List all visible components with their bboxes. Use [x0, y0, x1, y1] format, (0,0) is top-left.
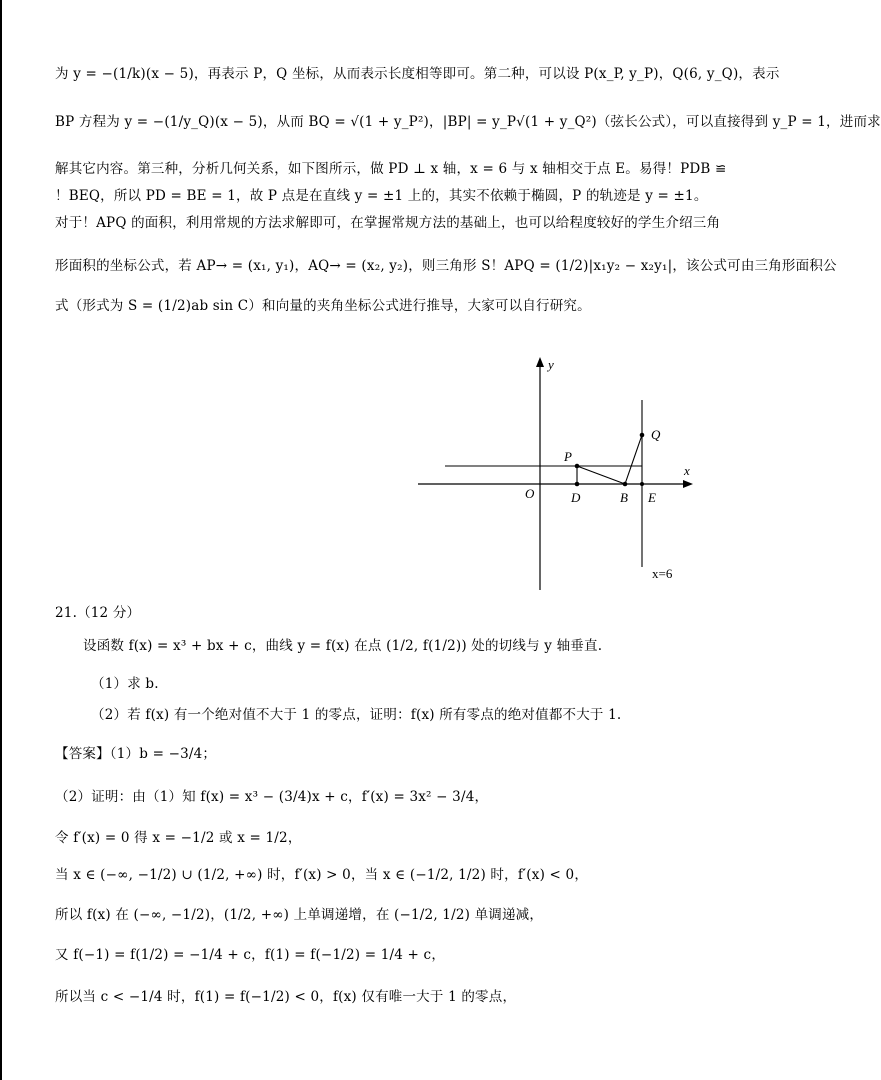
segment-BQ — [625, 435, 642, 484]
point-B — [623, 482, 628, 487]
point-E — [640, 482, 644, 486]
label-y-axis: y — [548, 357, 554, 372]
answer-line: 当 x ∈ (−∞, −1/2) ∪ (1/2, +∞) 时，f′(x) > 0，当 x ∈ (−1/2, 1/2) 时，f′(x) < 0， — [55, 867, 589, 883]
problem-part-1: （1）求 b. — [91, 676, 159, 692]
point-D — [575, 482, 580, 487]
label-B: B — [620, 490, 628, 505]
label-x-axis: x — [684, 463, 690, 478]
problem-part-2: （2）若 f(x) 有一个绝对值不大于 1 的零点，证明：f(x) 所有零点的绝对值都不大于 1. — [91, 707, 622, 723]
label-Q: Q — [651, 427, 661, 442]
label-E: E — [648, 490, 656, 505]
paragraph-line: 解其它内容。第三种，分析几何关系，如下图所示，做 PD ⊥ x 轴，x = 6 与 x 轴相交于点 E。易得！PDB ≌ — [55, 161, 727, 177]
y-axis-arrow — [536, 357, 544, 367]
point-P — [575, 464, 580, 469]
answer-line: 又 f(−1) = f(1/2) = −1/4 + c，f(1) = f(−1/2) = 1/4 + c， — [55, 947, 446, 963]
answer-line: 【答案】（1）b = −3/4； — [55, 746, 217, 762]
answer-line: 所以 f(x) 在 (−∞, −1/2)，(1/2, +∞) 上单调递增，在 (−1/2, 1/2) 单调递减， — [55, 907, 544, 923]
paragraph-line: ！BEQ，所以 PD = BE = 1，故 P 点是在直线 y = ±1 上的，其实不依赖于椭圆，P 的轨迹是 y = ±1。 — [55, 188, 708, 204]
paragraph-line: 式（形式为 S = (1/2)ab sin C）和向量的夹角坐标公式进行推导，大家可以自行研究。 — [55, 298, 591, 314]
answer-line: 令 f′(x) = 0 得 x = −1/2 或 x = 1/2， — [55, 830, 302, 846]
paragraph-line: 形面积的坐标公式，若 AP→ = (x₁, y₁)，AQ→ = (x₂, y₂)，则三角形 S！APQ = (1/2)|x₁y₂ − x₂y₁|，该公式可由三角形面积公 — [55, 258, 837, 274]
label-D: D — [571, 490, 581, 505]
point-Q — [640, 433, 645, 438]
answer-line: 所以当 c < −1/4 时，f(1) = f(−1/2) < 0，f(x) 仅有唯一大于 1 的零点， — [55, 989, 517, 1005]
paragraph-line: 对于！APQ 的面积，利用常规的方法求解即可，在掌握常规方法的基础上，也可以给程度较好的学生介绍三角 — [55, 215, 721, 231]
problem-statement: 设函数 f(x) = x³ + bx + c，曲线 y = f(x) 在点 (1/2, f(1/2)) 处的切线与 y 轴垂直. — [83, 638, 603, 654]
page-left-border — [0, 0, 2, 1080]
answer-line: （2）证明：由（1）知 f(x) = x³ − (3/4)x + c，f′(x) = 3x² − 3/4， — [55, 789, 489, 805]
geometry-figure — [400, 345, 710, 595]
label-P: P — [564, 449, 572, 464]
segment-PB — [577, 466, 625, 484]
paragraph-line: BP 方程为 y = −(1/y_Q)(x − 5)，从而 BQ = √(1 + y_P²)，|BP| = y_P√(1 + y_Q²)（弦长公式），可以直接得到 y_P = 1，进而求 — [55, 114, 881, 130]
x-axis-arrow — [683, 480, 693, 488]
paragraph-line: 为 y = −(1/k)(x − 5)，再表示 P，Q 坐标，从而表示长度相等即可。第二种，可以设 P(x_P, y_P)，Q(6, y_Q)，表示 — [55, 66, 780, 82]
label-line-x6: x=6 — [652, 566, 673, 581]
label-origin: O — [525, 486, 535, 501]
problem-header: 21.（12 分） — [55, 605, 141, 621]
